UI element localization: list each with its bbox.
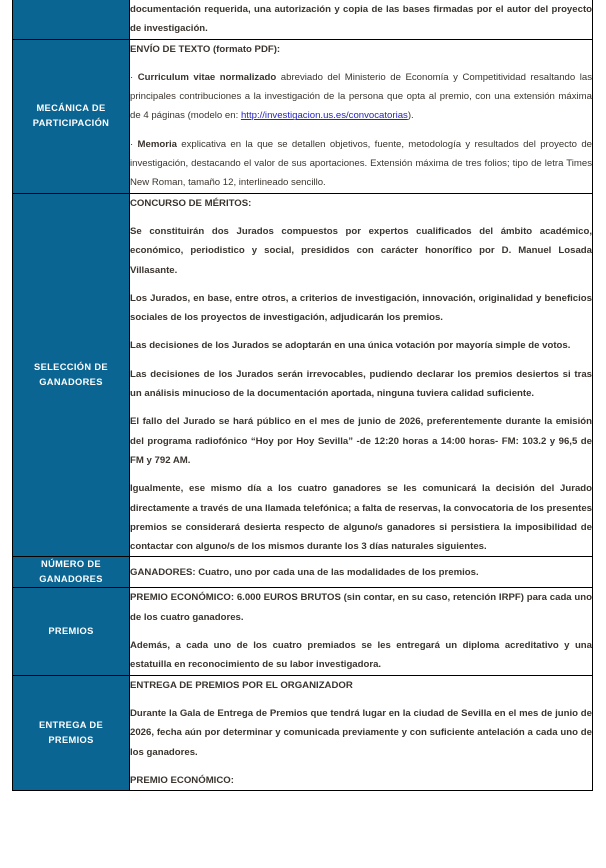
row-label-line: PARTICIPACIÓN: [32, 118, 110, 129]
text-bold: GANADORES: Cuatro, uno por cada una de las modalidades de los premios.: [130, 566, 479, 578]
text-bold: Igualmente, ese mismo día a los cuatro ganadores se les comunicará la decisión del Jurado directamente a través de una llamada telefónica; a falta de reservas, la convocatoria de los presentes premios se considerará desierta respecto de alguno/s ganadores si persistiera la imposibilidad de contactar con alguno/s de los mismos durante los 3 días naturales siguientes.: [130, 483, 592, 553]
row-label-line: GANADORES: [39, 574, 103, 585]
external-link[interactable]: http://investigacion.us.es/convocatorias: [240, 110, 408, 122]
row-content-numero-de-ganadores: [130, 557, 593, 588]
table-row: [13, 193, 593, 557]
row-label-numero-de-ganadores: [13, 557, 130, 588]
text-bold: documentación requerida, una autorización y copia de las bases firmadas por el autor del proyecto de investigación.: [130, 4, 592, 35]
table-row: [13, 0, 593, 39]
row-label-line: SELECCIÓN DE: [34, 362, 108, 373]
text-bold: Además, a cada uno de los cuatro premiados se les entregará un diploma acreditativo y una estatuilla en reconocimiento de su labor investigadora.: [130, 640, 592, 671]
bases-table: [12, 0, 593, 791]
paragraph: [130, 289, 592, 328]
text-normal: ·: [130, 71, 138, 83]
text-bold: Las decisiones de los Jurados serán irrevocables, pudiendo declarar los premios desiertos si tras un análisis minucioso de la documentación aportada, ninguna tuviera calidad suficiente.: [130, 368, 592, 400]
table-row: [13, 588, 593, 675]
text-bold: Las decisiones de los Jurados se adoptarán en una única votación por mayoría simple de votos.: [130, 340, 571, 352]
paragraph: [130, 636, 592, 675]
row-label-premios: [13, 588, 130, 675]
paragraph: [130, 194, 592, 213]
text-bold: Durante la Gala de Entrega de Premios que tendrá lugar en la ciudad de Sevilla en el mes de junio de 2026, fecha aún por determinar y comunicada previamente y con suficiente antelación a cada uno de los ganadores.: [130, 707, 592, 758]
table-row: [13, 675, 593, 790]
paragraph: [130, 365, 592, 404]
paragraph: [130, 588, 592, 627]
row-label-entrega-de-premios: [13, 675, 130, 790]
row-label-line: PREMIOS: [48, 734, 94, 745]
row-content-mecanica-de-participacion: [130, 39, 593, 193]
row-label-line: MECÁNICA DE: [36, 103, 106, 114]
text-bold: CONCURSO DE MÉRITOS:: [130, 197, 252, 209]
table-body: [13, 0, 593, 791]
paragraph: [130, 135, 592, 193]
row-label-seleccion-de-ganadores: [13, 193, 130, 557]
table-row: [13, 39, 593, 193]
text-bold: El fallo del Jurado se hará público en el mes de junio de 2026, preferentemente durante la emisión del programa radiofónico “Hoy por Hoy Sevilla” -de 12:20 horas a 14:00 horas- FM: 103.2 y 96,5 de FM y 792 AM.: [130, 416, 592, 466]
paragraph: [130, 412, 592, 470]
paragraph: [130, 563, 592, 582]
text-bold: Curriculum vitae normalizado: [137, 71, 277, 83]
text-bold: Se constituirán dos Jurados compuestos por expertos cualificados del ámbito académico, económico, periodistico y social, presididos con carácter honorífico por D. Manuel Losada Villasante.: [130, 225, 592, 276]
text-normal: explicativa en la que se detallen objetivos, fuente, metodología y resultados del proyecto de investigación, destacando el valor de sus aportaciones. Extensión máxima de tres folios; tipo de letra Times New Roman, tamaño 12, interlineado sencillo.: [130, 138, 592, 189]
text-bold: Los Jurados, en base, entre otros, a criterios de investigación, innovación, originalidad y beneficios sociales de los proyectos de investigación, adjudicarán los premios.: [130, 292, 592, 324]
row-label-line: PREMIOS: [48, 626, 94, 637]
text-normal: abreviado del Ministerio de Economía y Competitividad resaltando las principales contribuciones a la investigación de la persona que opta al premio, con una extensión máxima de 4 páginas (modelo en:: [130, 71, 592, 122]
text-normal: ).: [407, 110, 414, 122]
paragraph: [130, 222, 592, 280]
row-label-line: GANADORES: [39, 377, 103, 388]
text-bold: PREMIO ECONÓMICO:: [130, 774, 234, 786]
text-normal: ·: [130, 138, 138, 150]
row-label-line: NÚMERO DE: [41, 559, 101, 570]
paragraph: [130, 479, 592, 556]
paragraph: [130, 68, 592, 126]
paragraph: [130, 40, 592, 59]
text-bold: Memoria: [137, 138, 177, 150]
table-row: [13, 557, 593, 588]
text-bold: ENTREGA DE PREMIOS POR EL ORGANIZADOR: [130, 679, 353, 691]
paragraph: [130, 771, 592, 790]
row-content-seleccion-de-ganadores: [130, 193, 593, 557]
row-label-continuacion-documentacion: [13, 0, 130, 39]
paragraph: [130, 0, 592, 39]
row-label-line: ENTREGA DE: [38, 719, 104, 730]
row-content-entrega-de-premios: [130, 675, 593, 790]
row-content-continuacion-documentacion: [130, 0, 593, 39]
paragraph: [130, 336, 592, 355]
paragraph: [130, 704, 592, 762]
paragraph: [130, 676, 592, 695]
text-bold: PREMIO ECONÓMICO: 6.000 EUROS BRUTOS (sin contar, en su caso, retención IRPF) para cada uno de los cuatro ganadores.: [130, 592, 592, 623]
row-content-premios: [130, 588, 593, 675]
row-label-mecanica-de-participacion: [13, 39, 130, 193]
text-bold: ENVÍO DE TEXTO (formato PDF):: [130, 43, 281, 55]
